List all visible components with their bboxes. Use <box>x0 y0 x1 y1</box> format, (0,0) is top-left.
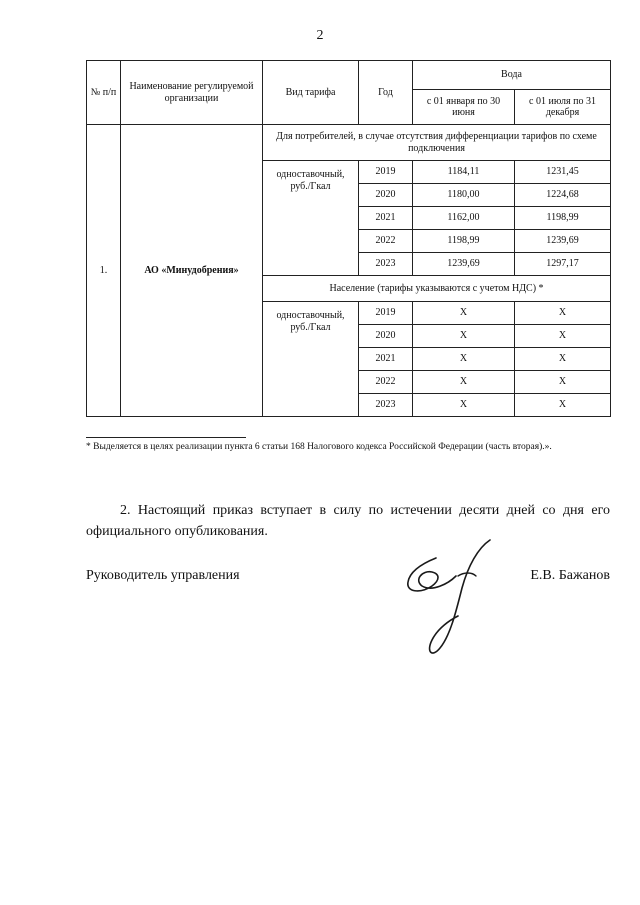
value-cell: 1198,99 <box>413 230 515 253</box>
value-cell: 1180,00 <box>413 184 515 207</box>
year-cell: 2019 <box>359 161 413 184</box>
value-cell: Х <box>413 371 515 394</box>
section-title: Для потребителей, в случае отсутствия дифференциации тарифов по схеме подключения <box>263 125 611 161</box>
row-number: 1. <box>87 125 121 417</box>
header-water: Вода <box>413 61 611 90</box>
value-cell: 1239,69 <box>515 230 611 253</box>
footnote-divider <box>86 437 246 438</box>
year-cell: 2021 <box>359 348 413 371</box>
value-cell: 1198,99 <box>515 207 611 230</box>
signer-title: Руководитель управления <box>86 568 240 583</box>
year-cell: 2020 <box>359 184 413 207</box>
year-cell: 2023 <box>359 253 413 276</box>
year-cell: 2023 <box>359 394 413 417</box>
value-cell: 1297,17 <box>515 253 611 276</box>
value-cell: Х <box>515 325 611 348</box>
header-num: № п/п <box>87 61 121 125</box>
tariff-type: одноставочный, руб./Гкал <box>263 161 359 276</box>
order-paragraph: 2. Настоящий приказ вступает в силу по истечении десяти дней со дня его официального опубликования. <box>86 503 610 539</box>
value-cell: Х <box>413 348 515 371</box>
header-row <box>87 61 611 90</box>
footnote: * Выделяется в целях реализации пункта 6 статьи 168 Налогового кодекса Российской Федерации (часть вторая).». <box>86 442 552 452</box>
page-number: 2 <box>316 28 324 43</box>
year-cell: 2020 <box>359 325 413 348</box>
value-cell: 1184,11 <box>413 161 515 184</box>
header-period-2: с 01 июля по 31 декабря <box>515 90 611 125</box>
value-cell: 1239,69 <box>413 253 515 276</box>
value-cell: Х <box>515 302 611 325</box>
value-cell: Х <box>413 302 515 325</box>
header-year: Год <box>359 61 413 125</box>
year-cell: 2022 <box>359 371 413 394</box>
value-cell: 1231,45 <box>515 161 611 184</box>
year-cell: 2022 <box>359 230 413 253</box>
value-cell: Х <box>515 348 611 371</box>
year-cell: 2019 <box>359 302 413 325</box>
value-cell: 1224,68 <box>515 184 611 207</box>
section-row <box>87 125 611 161</box>
header-period-1: с 01 января по 30 июня <box>413 90 515 125</box>
value-cell: Х <box>413 325 515 348</box>
value-cell: Х <box>413 394 515 417</box>
signature <box>392 536 512 670</box>
organization-name: АО «Минудобрения» <box>121 125 263 417</box>
value-cell: 1162,00 <box>413 207 515 230</box>
value-cell: Х <box>515 394 611 417</box>
header-tariff-type: Вид тарифа <box>263 61 359 125</box>
header-org: Наименование регулируемой организации <box>121 61 263 125</box>
year-cell: 2021 <box>359 207 413 230</box>
section-title: Население (тарифы указываются с учетом НДС) * <box>263 276 611 302</box>
signer-name: Е.В. Бажанов <box>530 568 610 583</box>
value-cell: Х <box>515 371 611 394</box>
tariff-type: одноставочный, руб./Гкал <box>263 302 359 417</box>
tariff-table <box>86 60 611 417</box>
